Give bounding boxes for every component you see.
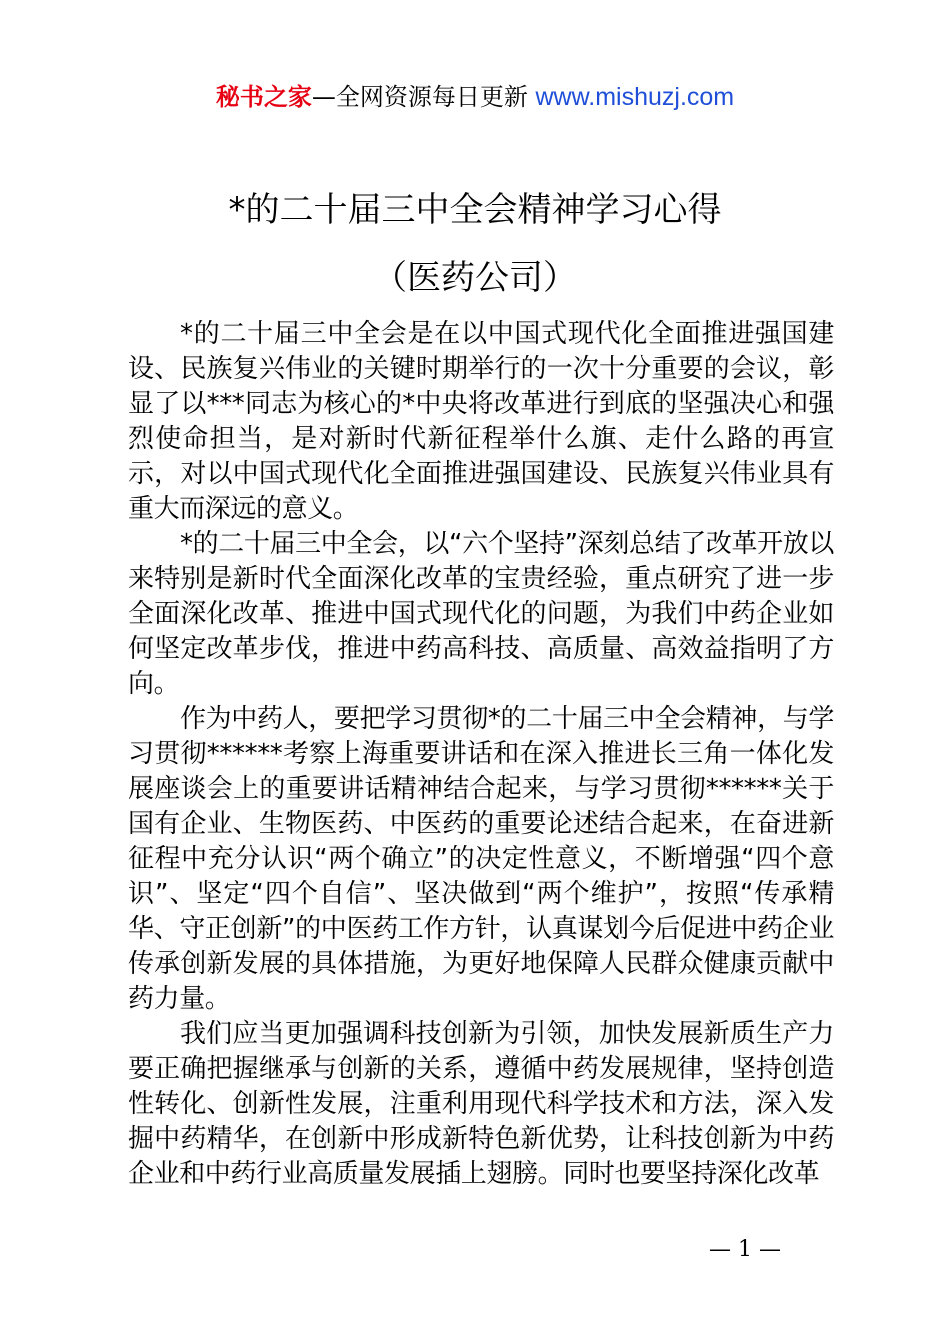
paragraph-4: 我们应当更加强调科技创新为引领，加快发展新质生产力要正确把握继承与创新的关系，遵循中药发展规律，坚持创造性转化、创新性发展，注重利用现代科学技术和方法，深入发掘中药精华，在创新中形成新特色新优势，让科技创新为中药企业和中药行业高质量发展插上翅膀。同时也要坚持深化改革 <box>128 1019 834 1189</box>
site-tagline: —全网资源每日更新 <box>311 83 528 111</box>
document-subtitle: （医药公司） <box>373 258 577 298</box>
document-title: *的二十届三中全会精神学习心得 <box>228 190 722 230</box>
site-brand: 秘书之家 <box>215 83 312 111</box>
site-header <box>0 80 950 114</box>
paragraph-2: *的二十届三中全会，以“六个坚持”深刻总结了改革开放以来特别是新时代全面深化改革的宝贵经验，重点研究了进一步全面深化改革、推进中国式现代化的问题，为我们中药企业如何坚定改革步伐，推进中药高科技、高质量、高效益指明了方向。 <box>128 529 834 699</box>
paragraph-1: *的二十届三中全会是在以中国式现代化全面推进强国建设、民族复兴伟业的关键时期举行的一次十分重要的会议，彰显了以***同志为核心的*中央将改革进行到底的坚强决心和强烈使命担当，是对新时代新征程举什么旗、走什么路的再宣示，对以中国式现代化全面推进强国建设、民族复兴伟业具有重大而深远的意义。 <box>128 319 834 524</box>
paragraph-3: 作为中药人，要把学习贯彻*的二十届三中全会精神，与学习贯彻******考察上海重要讲话和在深入推进长三角一体化发展座谈会上的重要讲话精神结合起来，与学习贯彻******关于国有企业、生物医药、中医药的重要论述结合起来，在奋进新征程中充分认识“两个确立”的决定性意义，不断增强“四个意识”、坚定“四个自信”、坚决做到“两个维护”，按照“传承精华、守正创新”的中医药工作方针，认真谋划今后促进中药企业传承创新发展的具体措施，为更好地保障人民群众健康贡献中药力量。 <box>128 704 834 1014</box>
page-number: — 1 — <box>709 1237 781 1262</box>
site-url-link[interactable]: www.mishuzj.com <box>535 83 735 111</box>
document-body <box>128 317 834 1192</box>
